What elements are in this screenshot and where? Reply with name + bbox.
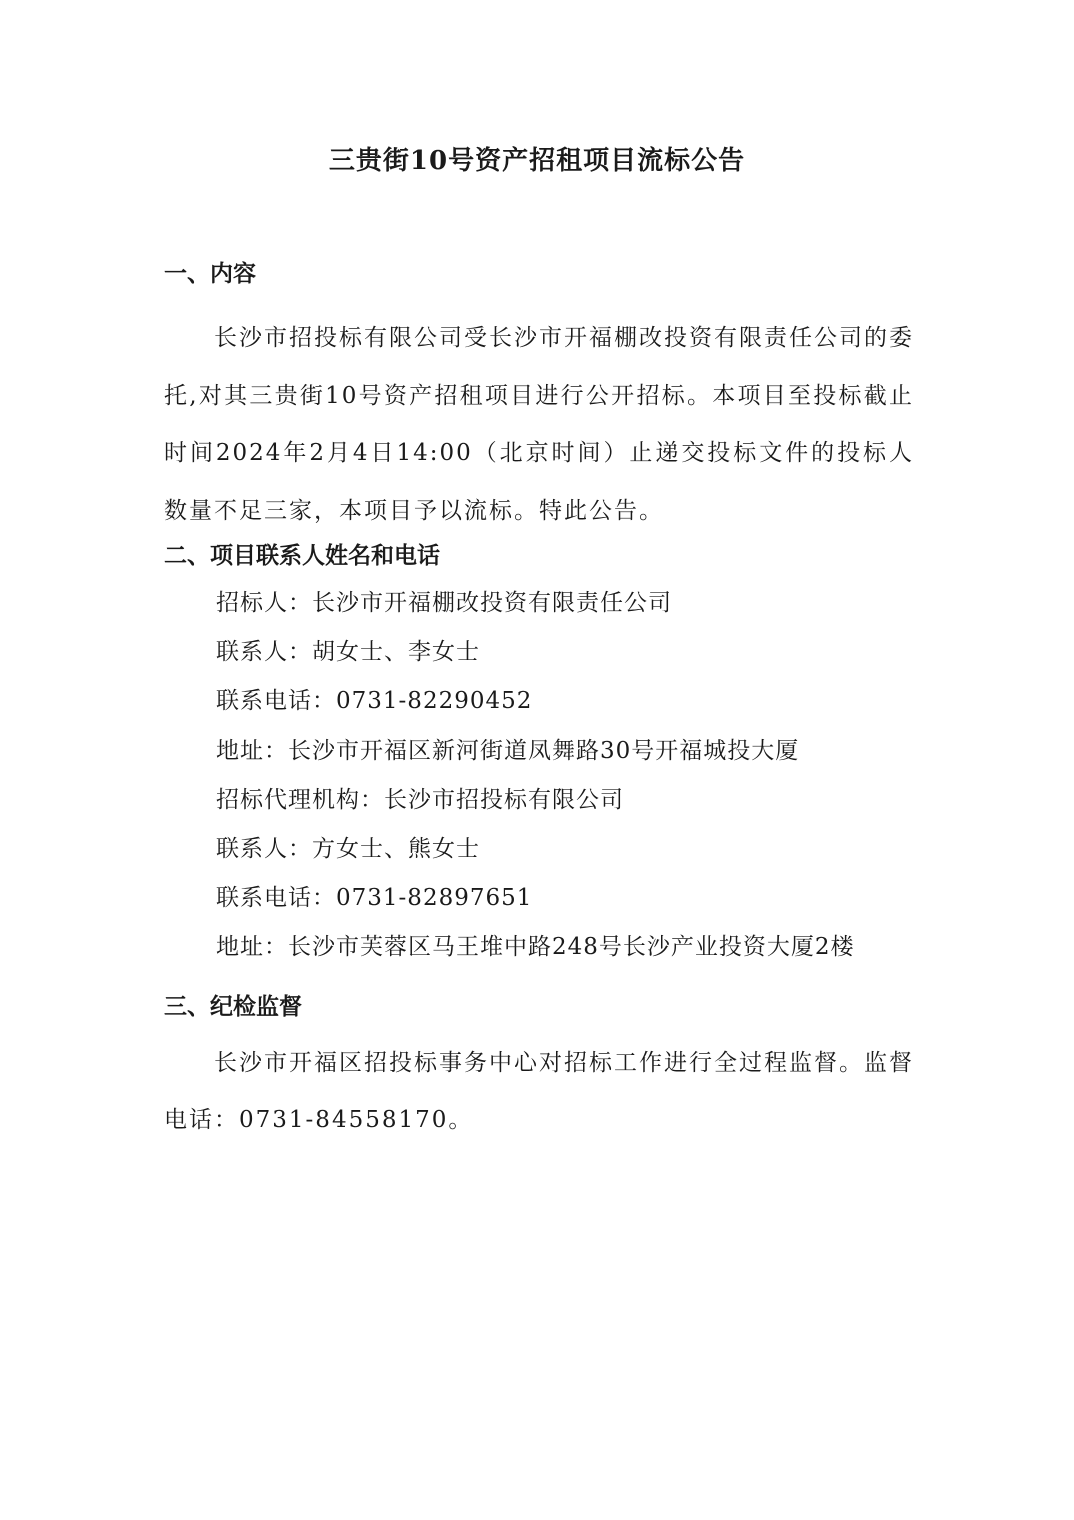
section-heading-contacts: 二、项目联系人姓名和电话 (164, 542, 440, 569)
tenderer-contact-person: 联系人：胡女士、李女士 (216, 639, 480, 665)
page-title: 三贵街10号资产招租项目流标公告 (328, 146, 746, 176)
supervision-paragraph: 长沙市开福区招投标事务中心对招标工作进行全过程监督。监督电话：0731-84558170。 (164, 1050, 914, 1133)
section-heading-content: 一、内容 (164, 260, 256, 287)
agency-address: 地址：长沙市芙蓉区马王堆中路248号长沙产业投资大厦2楼 (216, 934, 855, 960)
agency-contact-person: 联系人：方女士、熊女士 (216, 836, 480, 862)
tenderer-line: 招标人：长沙市开福棚改投资有限责任公司 (216, 590, 672, 616)
agency-phone: 联系电话：0731-82897651 (216, 885, 533, 911)
section-heading-supervision: 三、纪检监督 (164, 993, 302, 1020)
tenderer-address: 地址：长沙市开福区新河街道凤舞路30号开福城投大厦 (216, 738, 800, 764)
content-paragraph: 长沙市招投标有限公司受长沙市开福棚改投资有限责任公司的委托,对其三贵街10号资产招租项目进行公开招标。本项目至投标截止时间2024年2月4日14:00（北京时间）止递交投标文件的投标人数量不足三家，本项目予以流标。特此公告。 (164, 325, 914, 524)
tenderer-phone: 联系电话：0731-82290452 (216, 688, 533, 714)
agency-line: 招标代理机构：长沙市招投标有限公司 (216, 787, 624, 813)
